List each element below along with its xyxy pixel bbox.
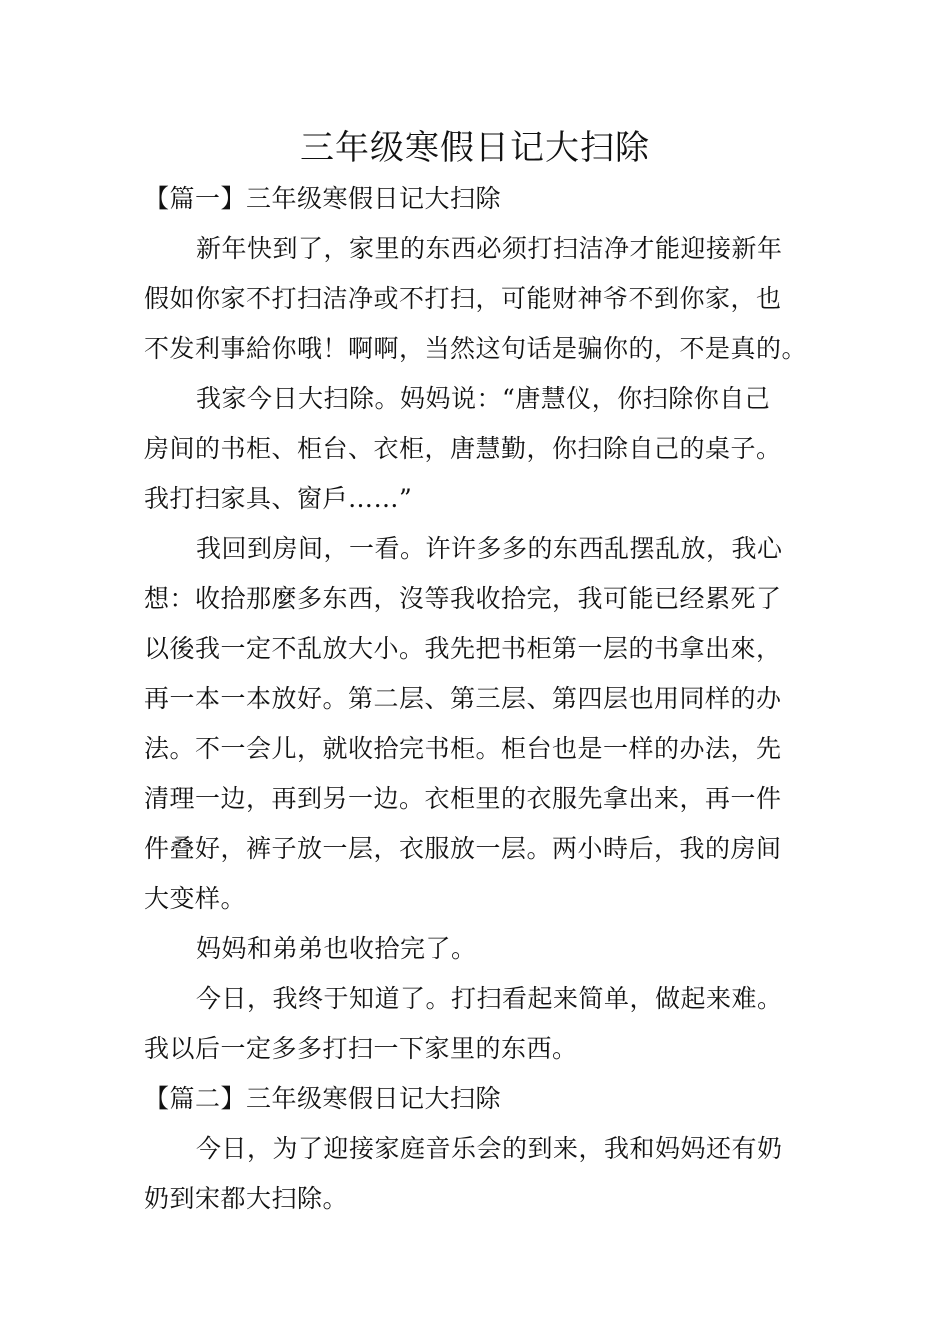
text-line: 件叠好，裤子放一层，衣服放一层。两小時后，我的房间 xyxy=(144,834,782,863)
text-line: 不发利事給你哦！啊啊，当然这句话是骗你的，不是真的。 xyxy=(144,334,808,363)
text-line: 奶到宋都大扫除。 xyxy=(144,1184,349,1213)
text-line: 法。不一会儿，就收拾完书柜。柜台也是一样的办法，先 xyxy=(144,734,782,763)
text-line: 妈妈和弟弟也收拾完了。 xyxy=(196,934,477,963)
text-line: 假如你家不打扫洁净或不打扫，可能财神爷不到你家，也 xyxy=(144,284,782,313)
document-title: 三年级寒假日记大扫除 xyxy=(300,128,650,168)
text-line: 我家今日大扫除。妈妈说：“唐慧仪，你扫除你自己 xyxy=(196,384,771,413)
text-line: 今日，我终于知道了。打扫看起来简单，做起来难。 xyxy=(196,984,783,1013)
text-line: 我回到房间，一看。许许多多的东西乱摆乱放，我心 xyxy=(196,534,783,563)
text-line: 大变样。 xyxy=(144,884,247,913)
text-line: 今日，为了迎接家庭音乐会的到来，我和妈妈还有奶 xyxy=(196,1134,783,1163)
text-line: 我以后一定多多打扫一下家里的东西。 xyxy=(144,1034,578,1063)
text-line: 再一本一本放好。第二层、第三层、第四层也用同样的办 xyxy=(144,684,782,713)
section-heading-2: 【篇二】三年级寒假日记大扫除 xyxy=(144,1084,502,1113)
text-line: 以後我一定不乱放大小。我先把书柜第一层的书拿出來， xyxy=(144,634,782,663)
text-line: 房间的书柜、柜台、衣柜，唐慧勤，你扫除自己的桌子。 xyxy=(144,434,782,463)
text-line: 我打扫家具、窗戶……” xyxy=(144,484,413,513)
section-heading-1: 【篇一】三年级寒假日记大扫除 xyxy=(144,184,502,213)
text-line: 清理一边，再到另一边。衣柜里的衣服先拿出来，再一件 xyxy=(144,784,782,813)
text-line: 想：收拾那麼多东西，沒等我收拾完，我可能已经累死了 xyxy=(144,584,782,613)
text-line: 新年快到了，家里的东西必须打扫洁净才能迎接新年 xyxy=(196,234,783,263)
